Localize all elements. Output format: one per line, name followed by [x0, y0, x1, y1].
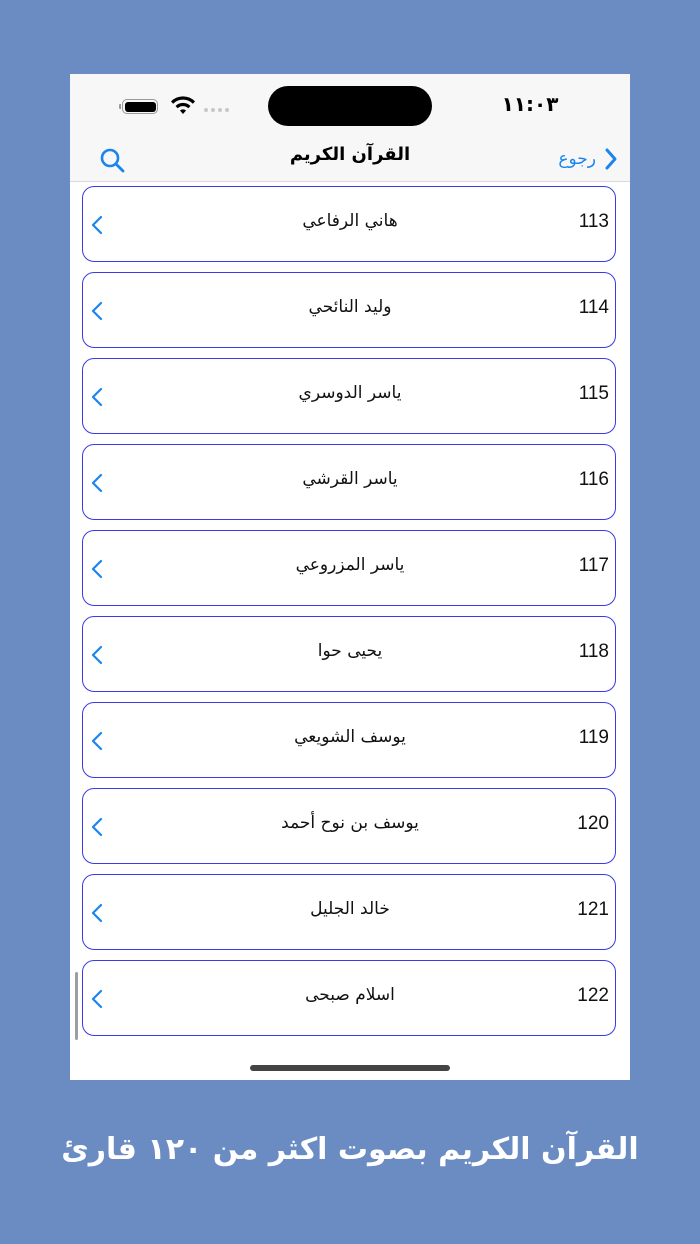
reciter-name: يحيى حوا: [317, 641, 383, 661]
reciter-number: 120: [577, 813, 609, 834]
status-time: ١١:٠٣: [501, 92, 559, 116]
chevron-left-icon: [89, 815, 105, 839]
list-item[interactable]: [82, 874, 616, 950]
chevron-left-icon: [89, 557, 105, 581]
chevron-left-icon: [89, 213, 105, 237]
reciter-name: ياسر القرشي: [302, 469, 398, 489]
phone-screen: [70, 74, 630, 1080]
battery-full-icon: [122, 99, 158, 114]
chevron-left-icon: [89, 385, 105, 409]
reciter-name: اسلام صبحى: [305, 985, 395, 1005]
reciter-number: 121: [577, 899, 609, 920]
chevron-left-icon: [89, 643, 105, 667]
list-item[interactable]: [82, 788, 616, 864]
reciter-number: 116: [578, 469, 609, 490]
list-item[interactable]: [82, 358, 616, 434]
reciter-number: 115: [578, 383, 609, 404]
chevron-left-icon: [89, 299, 105, 323]
list-item[interactable]: [82, 272, 616, 348]
reciter-name: يوسف الشويعي: [294, 727, 406, 747]
promo-caption: القرآن الكريم بصوت اكثر من ١٢٠ قارئ: [61, 1132, 639, 1167]
reciter-number: 118: [578, 641, 609, 662]
reciter-number: 119: [578, 727, 609, 748]
reciter-name: هاني الرفاعي: [302, 211, 398, 231]
chevron-left-icon: [89, 901, 105, 925]
signal-dots-icon: [204, 108, 229, 112]
reciter-number: 122: [577, 985, 609, 1006]
chevron-left-icon: [89, 729, 105, 753]
list-item[interactable]: [82, 186, 616, 262]
page-title: القرآن الكريم: [289, 144, 411, 165]
list-item[interactable]: [82, 702, 616, 778]
list-item[interactable]: [82, 444, 616, 520]
navigation-bar: [70, 138, 630, 182]
dynamic-island: [268, 86, 432, 126]
reciter-name: خالد الجليل: [310, 899, 390, 919]
home-indicator[interactable]: [250, 1065, 450, 1071]
reciter-name: وليد النائحي: [308, 297, 392, 317]
list-item[interactable]: [82, 960, 616, 1036]
reciter-name: ياسر المزروعي: [295, 555, 405, 575]
scrollbar[interactable]: [75, 972, 78, 1040]
status-bar: [70, 74, 630, 138]
reciter-number: 117: [578, 555, 609, 576]
chevron-left-icon: [89, 987, 105, 1011]
chevron-left-icon: [89, 471, 105, 495]
reciter-name: يوسف بن نوح أحمد: [281, 813, 419, 833]
search-icon[interactable]: [98, 146, 128, 176]
back-label: رجوع: [558, 149, 596, 169]
back-button[interactable]: [558, 144, 618, 174]
reciter-number: 113: [578, 211, 609, 232]
list-item[interactable]: [82, 530, 616, 606]
reciter-number: 114: [578, 297, 609, 318]
reciter-name: ياسر الدوسري: [298, 383, 402, 403]
chevron-right-icon: [604, 147, 618, 171]
list-item[interactable]: [82, 616, 616, 692]
wifi-icon: [170, 96, 196, 116]
